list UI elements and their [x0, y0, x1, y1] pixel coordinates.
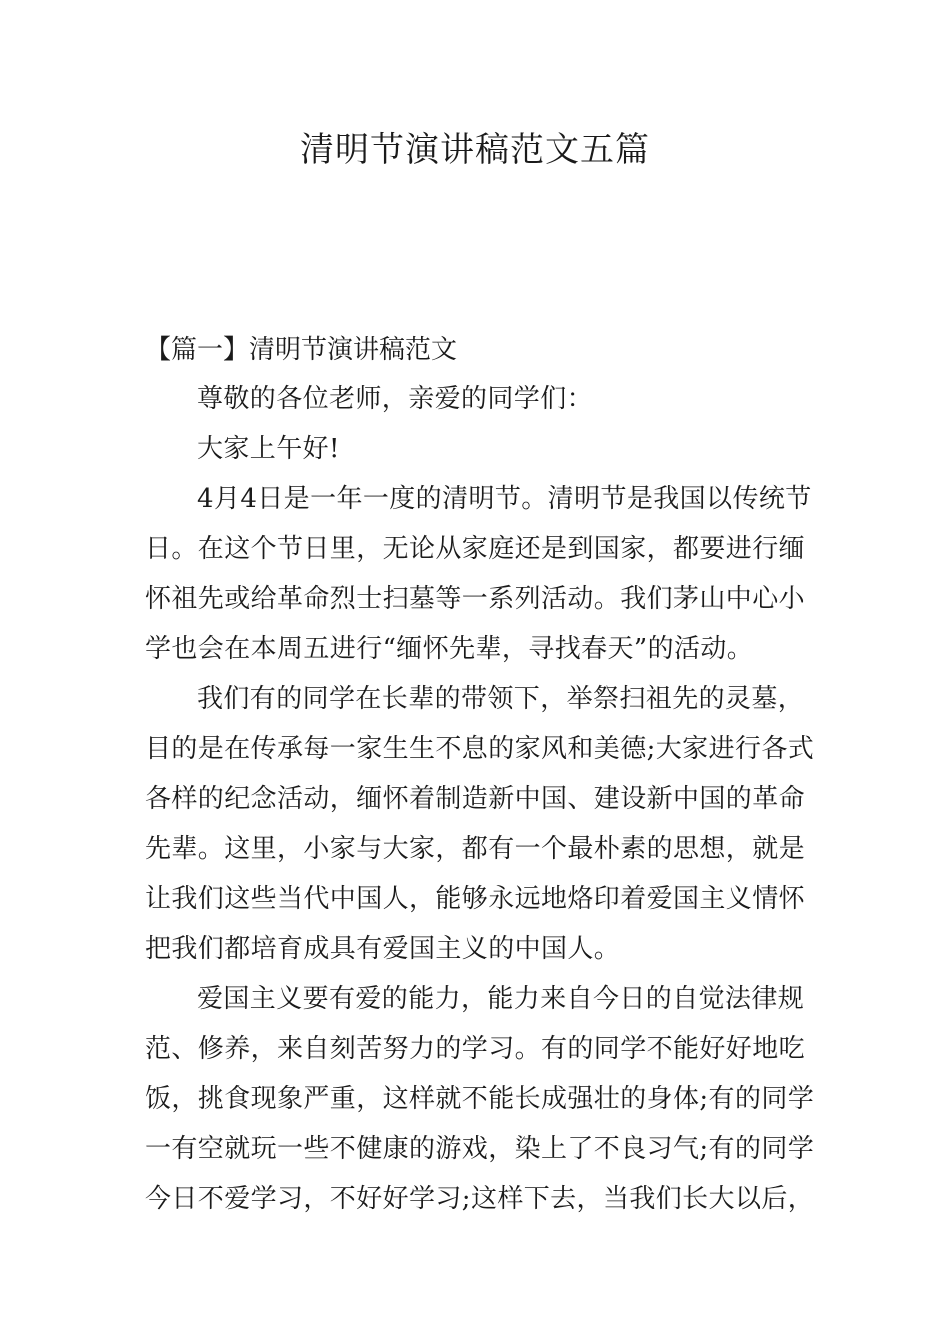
salutation-line: 尊敬的各位老师，亲爱的同学们： — [197, 384, 594, 414]
paragraph-line: 目的是在传承每一家生生不息的家风和美德;大家进行各式 — [145, 734, 815, 764]
paragraph-line: 各样的纪念活动，缅怀着制造新中国、建设新中国的革命 — [145, 784, 806, 814]
paragraph-line: 4月4日是一年一度的清明节。清明节是我国以传统节 — [197, 484, 812, 514]
paragraph-line: 饭，挑食现象严重，这样就不能长成强壮的身体;有的同学 — [145, 1084, 815, 1114]
paragraph-line: 一有空就玩一些不健康的游戏，染上了不良习气;有的同学 — [145, 1134, 815, 1164]
paragraph-line: 日。在这个节日里，无论从家庭还是到国家，都要进行缅 — [145, 534, 806, 564]
greeting-line: 大家上午好! — [197, 434, 340, 464]
paragraph-line: 把我们都培育成具有爱国主义的中国人。 — [145, 934, 621, 964]
paragraph-line: 让我们这些当代中国人，能够永远地烙印着爱国主义情怀 — [145, 884, 806, 914]
paragraph-line: 今日不爱学习，不好好学习;这样下去，当我们长大以后， — [145, 1184, 815, 1214]
document-title: 清明节演讲稿范文五篇 — [300, 130, 650, 170]
paragraph-line: 范、修养，来自刻苦努力的学习。有的同学不能好好地吃 — [145, 1034, 806, 1064]
paragraph-line: 我们有的同学在长辈的带领下，举祭扫祖先的灵墓， — [197, 684, 805, 714]
paragraph-line: 怀祖先或给革命烈士扫墓等一系列活动。我们茅山中心小 — [145, 584, 806, 614]
paragraph-line: 学也会在本周五进行“缅怀先辈，寻找春天”的活动。 — [145, 634, 754, 664]
paragraph-line: 爱国主义要有爱的能力，能力来自今日的自觉法律规 — [197, 984, 805, 1014]
section-heading: 【篇一】清明节演讲稿范文 — [145, 335, 458, 365]
paragraph-line: 先辈。这里，小家与大家，都有一个最朴素的思想，就是 — [145, 834, 806, 864]
